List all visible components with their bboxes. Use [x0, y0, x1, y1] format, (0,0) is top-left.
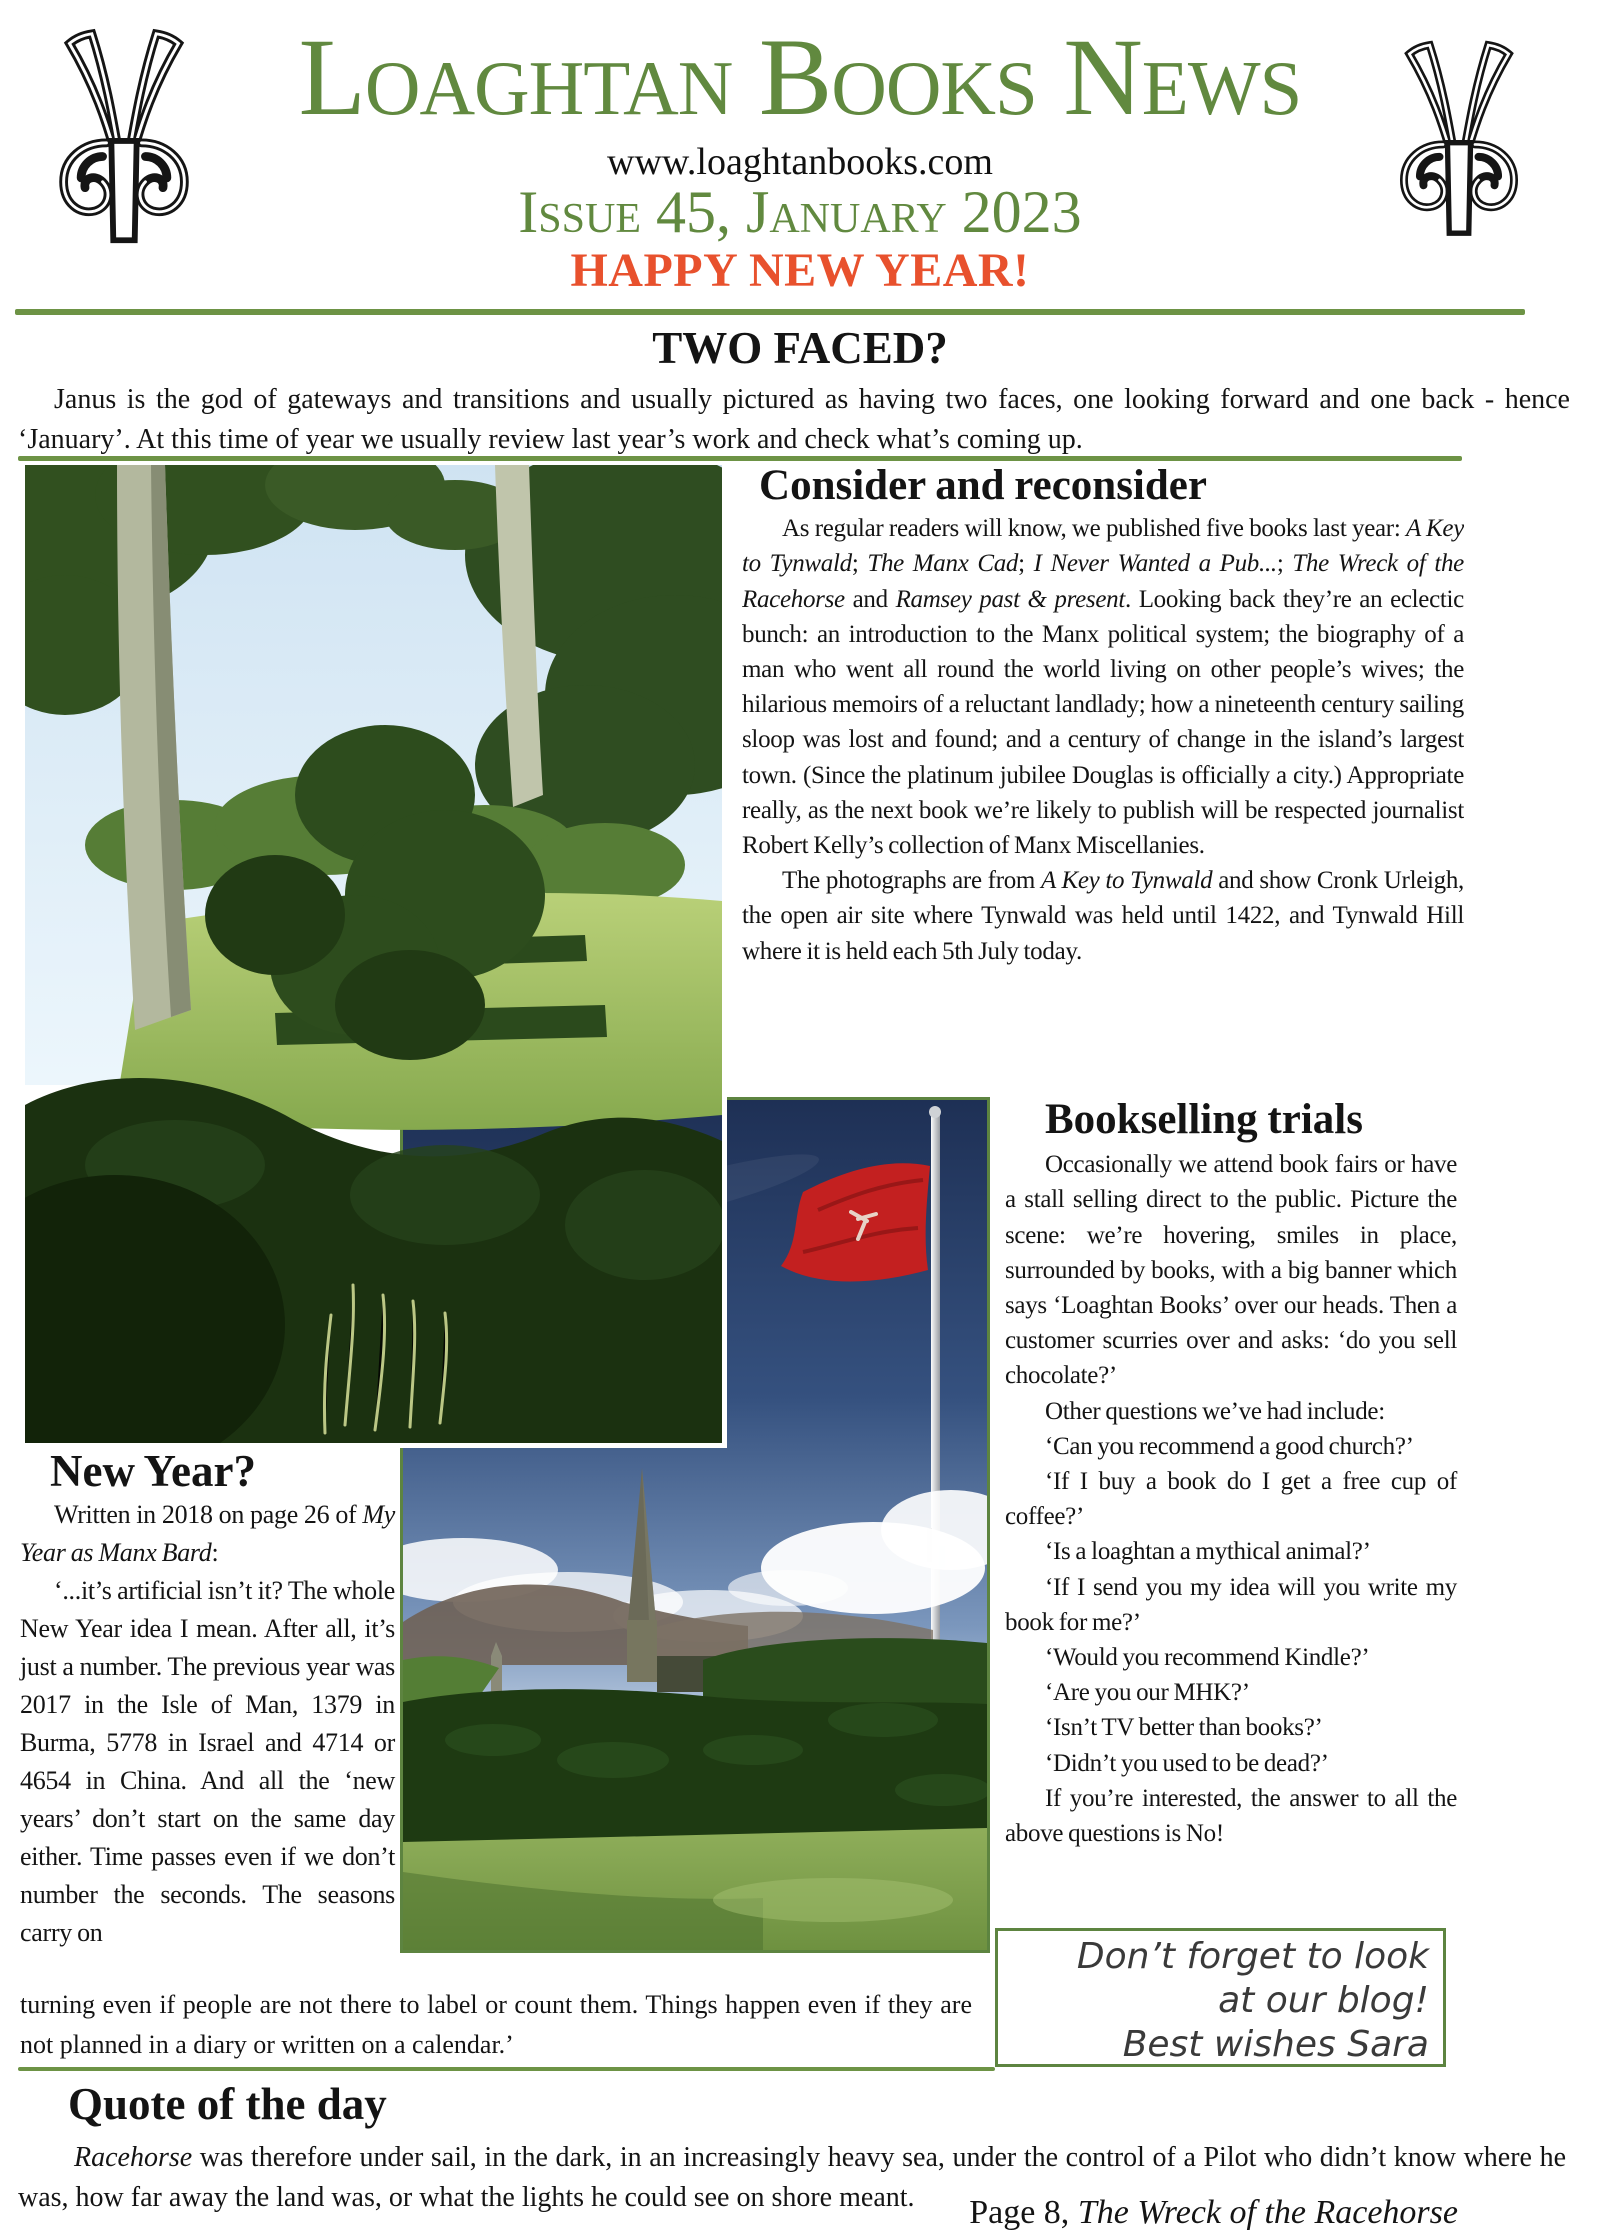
bookselling-paragraph: Other questions we’ve had include: [1045, 1397, 1385, 1425]
bookselling-paragraph: ‘Would you recommend Kindle?’ [1045, 1644, 1370, 1672]
consider-heading: Consider and reconsider [759, 468, 1207, 509]
bookselling-paragraph: ‘Didn’t you used to be dead?’ [1045, 1749, 1329, 1777]
bookselling-paragraph: ‘Isn’t TV better than books?’ [1045, 1714, 1323, 1742]
bookselling-paragraph: ‘Can you recommend a good church?’ [1045, 1432, 1414, 1460]
page-footer: Page 8, The Wreck of the Racehorse [969, 2194, 1458, 2231]
cronk-urleigh-garden-photo [25, 465, 727, 1448]
website-url[interactable]: www.loaghtanbooks.com [607, 141, 993, 183]
quote-heading: Quote of the day [68, 2079, 387, 2129]
new-year-paragraph-2: ‘...it’s artificial isn’t it? The whole New Year idea I mean. After all, it’s just a number. The previous year was 2017 in the Isle of Man, 1379 in Burma, 5778 in Israel and 4714 or 4654 in China. And all the ‘new years’ don’t start on the same day either. Time passes even if we don’t number the seconds. The seasons carry on [20, 1576, 395, 1947]
new-year-paragraph-continued: turning even if people are not there to label or count them. Things happen even if they are not planned in a diary or written on a calendar.’ [20, 1990, 972, 2059]
bookselling-paragraph: ‘Is a loaghtan a mythical animal?’ [1045, 1538, 1371, 1566]
consider-paragraph-1: As regular readers will know, we published five books last year: A Key to Tynwald; The Manx Cad; I Never Wanted a Pub...; The Wreck of the Racehorse and Ramsey past & present. Looking back they’re an eclectic bunch: an introduction to the Manx political system; the biography of a man who went all round the world living on other people’s wives; the hilarious memoirs of a reluctant landlady; how a nineteenth century sailing sloop was lost and found; and a century of change in the island’s largest town. (Since the platinum jubilee Douglas is officially a city.) Appropriate really, as the next book we’re likely to publish will be respected journalist Robert Kelly’s collection of Manx Miscellanies. [742, 515, 1464, 860]
header-divider [15, 309, 1525, 315]
article-consider-and-reconsider [742, 468, 1464, 1095]
garden-photo-scene [25, 465, 722, 1443]
bookselling-paragraph: ‘If I send you my idea will you write my book for me?’ [1005, 1573, 1457, 1636]
quote-text: Racehorse was therefore under sail, in the dark, in an increasingly heavy sea, under the control of a Pilot who didn’t know where he was, how far away the land was, or what the lights he could see on shore meant. [18, 2142, 1566, 2213]
bookselling-heading: Bookselling trials [1045, 1096, 1363, 1143]
new-year-heading: New Year? [50, 1446, 257, 1496]
new-year-greeting: HAPPY NEW YEAR! [570, 244, 1030, 297]
bookselling-paragraph: ‘Are you our MHK?’ [1045, 1679, 1250, 1707]
consider-paragraph-2: The photographs are from A Key to Tynwald and show Cronk Urleigh, the open air site where Tynwald was held until 1422, and Tynwald Hill where it is held each 5th July today. [742, 867, 1464, 965]
newsletter-title: Loaghtan Books News [298, 16, 1302, 138]
section-divider [18, 456, 1462, 461]
bookselling-paragraph: If you’re interested, the answer to all the above questions is No! [1005, 1784, 1457, 1848]
loaghtan-sheep-horns-icon [1388, 30, 1530, 250]
quote-divider [18, 2067, 995, 2071]
new-year-paragraph-1: Written in 2018 on page 26 of My Year as Manx Bard: [20, 1500, 395, 1567]
blog-note-line: Don’t forget to look [1076, 1936, 1429, 1977]
article-new-year [20, 1446, 395, 1952]
article-bookselling-trials [1005, 1096, 1457, 1851]
blog-reminder-note [995, 1928, 1446, 2067]
two-faced-paragraph: Janus is the god of gateways and transitions and usually pictured as having two faces, one looking forward and one back - hence ‘January’. At this time of year we usually review last year’s work and check what’s coming up. [18, 384, 1570, 455]
blog-note-line: at our blog! [1218, 1980, 1429, 2021]
blog-note-line: Best wishes Sara [1122, 2024, 1429, 2065]
loaghtan-sheep-horns-icon [38, 26, 210, 250]
bookselling-paragraph: ‘If I buy a book do I get a free cup of coffee?’ [1005, 1468, 1457, 1531]
issue-line: Issue 45, January 2023 [518, 179, 1082, 245]
bookselling-paragraph: Occasionally we attend book fairs or have a stall selling direct to the public. Picture the scene: we’re hovering, smiles in place, surrounded by books, with a big banner which says ‘Loaghtan Books’ over our heads. Then a customer scurries over and asks: ‘do you sell chocolate?’ [1005, 1151, 1457, 1390]
two-faced-heading: TWO FACED? [652, 323, 948, 373]
